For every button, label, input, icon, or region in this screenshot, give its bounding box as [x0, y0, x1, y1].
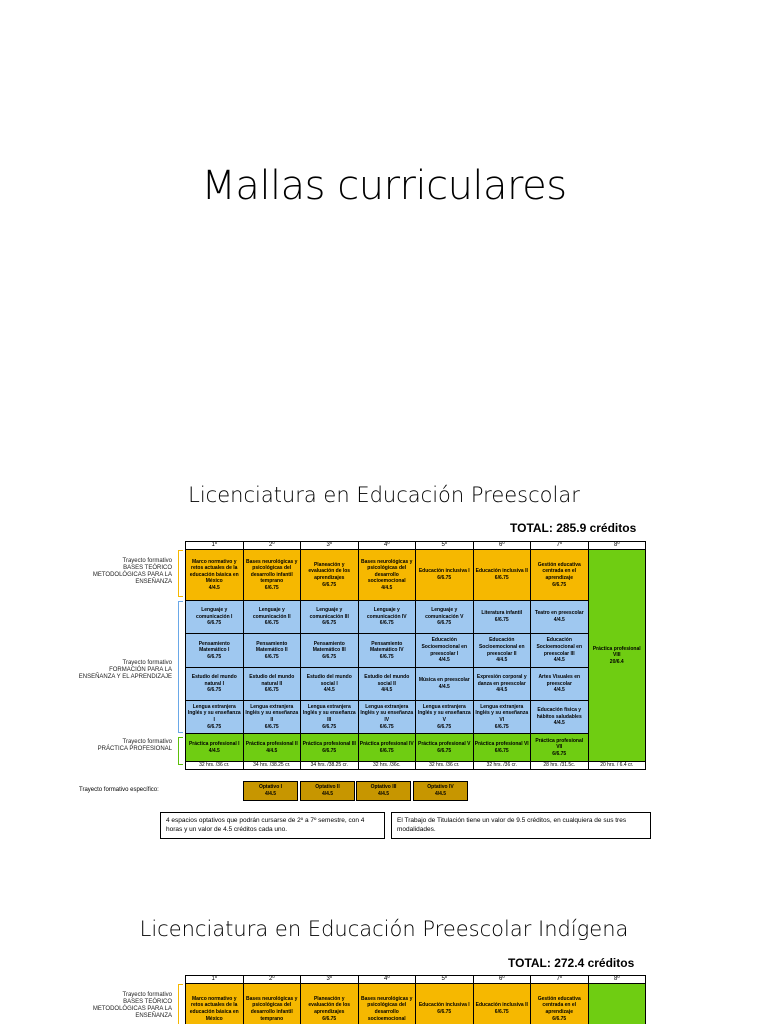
row-pensamiento — [186, 634, 646, 668]
semester-total: 32 hrs. /36 cr. — [186, 762, 244, 770]
total-credits-indigena: TOTAL: 272.4 créditos — [508, 956, 635, 970]
note-titulacion: El Trabajo de Titulación tiene un valor de 9.5 créditos, en cualquiera de sus tres modalidades. — [391, 812, 651, 839]
row-lenguaje — [186, 601, 646, 634]
course-cell: Estudio del mundo natural II 6/6.75 — [243, 668, 301, 701]
course-cell: Educación física y hábitos saludables 4/4.5 — [531, 701, 589, 734]
semester-total: 32 hrs. /36 cr. — [416, 762, 474, 770]
optativo-3: Optativo III 4/4.5 — [356, 781, 411, 801]
practica-final-cell — [588, 984, 646, 1024]
bracket-practica — [178, 737, 183, 765]
course-cell: Marco normativo y retos actuales de la educación básica en México 4/4.5 — [186, 550, 244, 601]
semester-total: 34 hrs. /38.25 cr. — [301, 762, 359, 770]
course-cell: Expresión corporal y danza en preescolar 4/4.5 — [473, 668, 531, 701]
semester-header: 2º — [243, 976, 301, 984]
course-cell: Lengua extranjera Inglés y su enseñanza IV 6/6.75 — [358, 701, 416, 734]
semester-total: 32 hrs. /36c. — [358, 762, 416, 770]
course-cell: Estudio del mundo social I 4/4.5 — [301, 668, 359, 701]
trayecto-formacion: Trayecto formativo FORMACIÓN PARA LA ENSEÑANZA Y EL APRENDIZAJE — [78, 660, 172, 680]
bracket-bases — [178, 550, 183, 597]
course-cell: Marco normativo y retos actuales de la educación básica en México — [186, 984, 244, 1024]
course-cell: Bases neurológicas y psicológicas del desarrollo infantil temprano — [243, 984, 301, 1024]
semester-header: 7º — [531, 542, 589, 550]
course-cell: Bases neurológicas y psicológicas del desarrollo infantil temprano 6/6.75 — [243, 550, 301, 601]
course-cell: Lenguaje y comunicación III 6/6.75 — [301, 601, 359, 634]
semester-header: 1º — [186, 542, 244, 550]
semester-total: 28 hrs. /31.5c. — [531, 762, 589, 770]
course-cell: Pensamiento Matemático IV 6/6.75 — [358, 634, 416, 668]
note-optativos: 4 espacios optativos que podrán cursarse de 2º a 7º semestre, con 4 horas y un valor de 4.5 créditos cada uno. — [160, 812, 385, 839]
curriculum-grid-indigena — [185, 975, 646, 1024]
course-cell: Estudio del mundo social II 4/4.5 — [358, 668, 416, 701]
course-cell: Artes Visuales en preescolar 4/4.5 — [531, 668, 589, 701]
row-lengua — [186, 701, 646, 734]
semester-header: 8º — [588, 976, 646, 984]
section-title-indigena: Licenciatura en Educación Preescolar Indígena — [139, 917, 629, 941]
course-cell: Lengua extranjera Inglés y su enseñanza VI 6/6.75 — [473, 701, 531, 734]
course-cell: Lenguaje y comunicación V 6/6.75 — [416, 601, 474, 634]
optativas-label: Trayecto formativo específico: — [79, 787, 159, 793]
course-cell: Práctica profesional II 4/4.5 — [243, 734, 301, 762]
semester-header-row — [186, 976, 646, 984]
course-cell: Lenguaje y comunicación IV 6/6.75 — [358, 601, 416, 634]
course-cell: Estudio del mundo natural I 6/6.75 — [186, 668, 244, 701]
row-bases — [186, 550, 646, 601]
semester-header: 4º — [358, 542, 416, 550]
semester-header: 3º — [301, 976, 359, 984]
page-title: Mallas curriculares — [201, 163, 567, 209]
course-cell: Literatura infantil 6/6.75 — [473, 601, 531, 634]
course-cell: Lenguaje y comunicación II 6/6.75 — [243, 601, 301, 634]
semester-header: 6º — [473, 542, 531, 550]
row-mundo — [186, 668, 646, 701]
course-cell: Música en preescolar 4/4.5 — [416, 668, 474, 701]
semester-header: 6º — [473, 976, 531, 984]
semester-header: 3º — [301, 542, 359, 550]
semester-header: 5º — [416, 542, 474, 550]
section-title-preescolar: Licenciatura en Educación Preescolar — [188, 483, 580, 507]
semester-header: 1º — [186, 976, 244, 984]
course-cell: Educación Socioemocional en preescolar I 4/4.5 — [416, 634, 474, 668]
semester-header: 5º — [416, 976, 474, 984]
semester-total: 34 hrs. /38.25 cr. — [243, 762, 301, 770]
course-cell: Práctica profesional IV 6/6.75 — [358, 734, 416, 762]
optativo-2: Optativo II 4/4.5 — [300, 781, 355, 801]
practica-final-cell: Práctica profesional VIII 20/6.4 — [588, 550, 646, 762]
course-cell: Gestión educativa centrada en el aprendizaje 6/6.75 — [531, 550, 589, 601]
course-cell: Planeación y evaluación de los aprendizajes 6/6.75 — [301, 550, 359, 601]
semester-total: 32 hrs. /36 cr. — [473, 762, 531, 770]
semester-total: 20 hrs. / 6.4 cr. — [588, 762, 646, 770]
optativo-1: Optativo I 4/4.5 — [243, 781, 298, 801]
total-credits: TOTAL: 285.9 créditos — [510, 521, 637, 535]
course-cell: Teatro en preescolar 4/4.5 — [531, 601, 589, 634]
semester-header: 2º — [243, 542, 301, 550]
course-cell: Pensamiento Matemático III 6/6.75 — [301, 634, 359, 668]
course-cell: Educación inclusiva I 6/6.75 — [416, 984, 474, 1024]
bracket-bases-indigena — [178, 984, 183, 1024]
semester-header: 8º — [588, 542, 646, 550]
course-cell: Bases neurológicas y psicológicas del desarrollo socioemocional 4/4.5 — [358, 550, 416, 601]
course-cell: Gestión educativa centrada en el aprendizaje 6/6.75 — [531, 984, 589, 1024]
course-cell: Educación inclusiva I 6/6.75 — [416, 550, 474, 601]
trayecto-bases: Trayecto formativo BASES TEÓRICO METODOLÓGICAS PARA LA ENSEÑANZA — [92, 558, 172, 585]
semester-header: 7º — [531, 976, 589, 984]
course-cell: Pensamiento Matemático I 6/6.75 — [186, 634, 244, 668]
trayecto-practica: Trayecto formativo PRÁCTICA PROFESIONAL — [97, 739, 172, 752]
row-practica — [186, 734, 646, 762]
course-cell: Planeación y evaluación de los aprendizajes 6/6.75 — [301, 984, 359, 1024]
course-cell: Bases neurológicas y psicológicas del desarrollo socioemocional — [358, 984, 416, 1024]
bracket-formacion — [178, 601, 183, 733]
semester-header: 4º — [358, 976, 416, 984]
course-cell: Educación inclusiva II 6/6.75 — [473, 984, 531, 1024]
course-cell: Pensamiento Matemático II 6/6.75 — [243, 634, 301, 668]
semester-header-row — [186, 542, 646, 550]
course-cell: Lengua extranjera Inglés y su enseñanza V 6/6.75 — [416, 701, 474, 734]
totals-row — [186, 762, 646, 770]
course-cell: Práctica profesional V 6/6.75 — [416, 734, 474, 762]
course-cell: Lenguaje y comunicación I 6/6.75 — [186, 601, 244, 634]
course-cell: Práctica profesional VI 6/6.75 — [473, 734, 531, 762]
optativo-4: Optativo IV 4/4.5 — [413, 781, 468, 801]
course-cell: Educación Socioemocional en preescolar III 4/4.5 — [531, 634, 589, 668]
row-bases — [186, 984, 646, 1024]
course-cell: Educación Socioemocional en preescolar II 4/4.5 — [473, 634, 531, 668]
course-cell: Lengua extranjera Inglés y su enseñanza III 6/6.75 — [301, 701, 359, 734]
trayecto-bases-indigena: Trayecto formativo BASES TEÓRICO METODOLÓGICAS PARA LA ENSEÑANZA — [92, 992, 172, 1019]
course-cell: Educación inclusiva II 6/6.75 — [473, 550, 531, 601]
curriculum-grid — [185, 541, 646, 770]
course-cell: Práctica profesional III 6/6.75 — [301, 734, 359, 762]
course-cell: Lengua extranjera Inglés y su enseñanza II 6/6.75 — [243, 701, 301, 734]
course-cell: Práctica profesional I 4/4.5 — [186, 734, 244, 762]
course-cell: Lengua extranjera Inglés y su enseñanza I 6/6.75 — [186, 701, 244, 734]
course-cell: Práctica profesional VII 6/6.75 — [531, 734, 589, 762]
